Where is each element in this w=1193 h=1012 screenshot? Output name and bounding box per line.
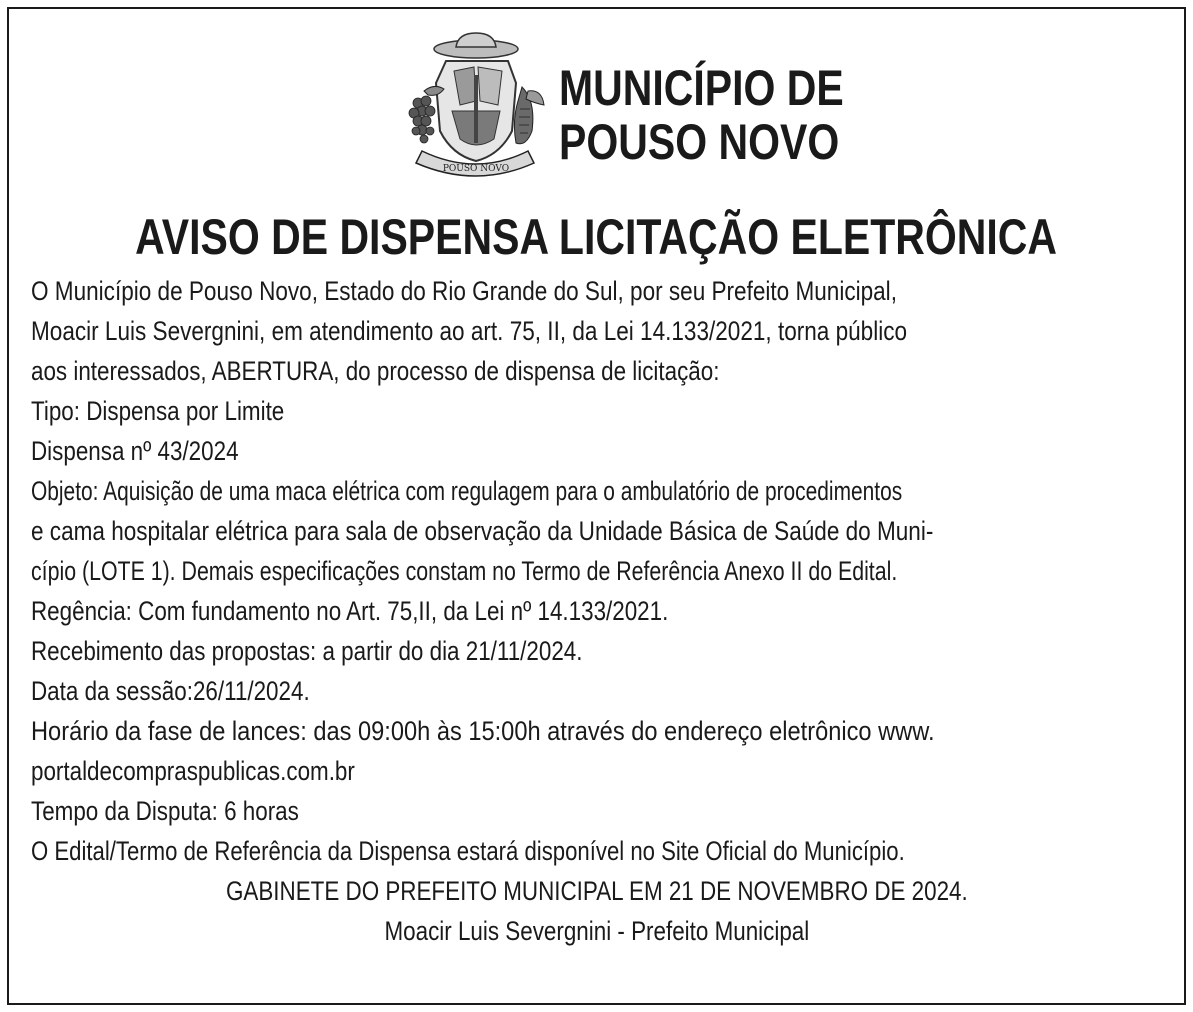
paragraph-line — [31, 351, 1163, 391]
edital-line: O Edital/Termo de Referência da Dispensa estará disponível no Site Oficial do Município. — [31, 836, 905, 866]
paragraph-line — [31, 631, 1163, 671]
paragraph-line — [31, 271, 1163, 311]
objeto-line-2: e cama hospitalar elétrica para sala de observação da Unidade Básica de Saúde do Muni- — [31, 516, 934, 546]
paragraph-line — [31, 471, 1163, 511]
paragraph-line — [31, 591, 1163, 631]
paragraph-line — [31, 791, 1163, 831]
regencia-line: Regência: Com fundamento no Art. 75,II, da Lei nº 14.133/2021. — [31, 596, 669, 626]
paragraph-line — [31, 311, 1163, 351]
recebimento-line: Recebimento das propostas: a partir do dia 21/11/2024. — [31, 636, 583, 666]
paragraph-line — [31, 391, 1163, 431]
tempo-disputa-line: Tempo da Disputa: 6 horas — [31, 796, 299, 826]
notice-body — [31, 271, 1163, 951]
objeto-line-1: Objeto: Aquisição de uma maca elétrica com regulagem para o ambulatório de procedimentos — [31, 476, 903, 506]
municipality-line2: POUSO NOVO — [559, 114, 840, 170]
paragraph-line — [31, 511, 1163, 551]
signature-line: Moacir Luis Severgnini - Prefeito Municipal — [384, 916, 810, 946]
crest-ribbon-text: POUSO NOVO — [442, 164, 510, 174]
paragraph-line — [31, 431, 1163, 471]
horario-line-1: Horário da fase de lances: das 09:00h às 15:00h através do endereço eletrônico www. — [31, 716, 935, 746]
paragraph-line — [31, 871, 1163, 911]
notice-title-text: AVISO DE DISPENSA LICITAÇÃO ELETRÔNICA — [135, 209, 1058, 265]
notice-title — [9, 207, 1184, 267]
horario-line-2: portaldecompraspublicas.com.br — [31, 756, 355, 786]
intro-line-2: Moacir Luis Severgnini, em atendimento ao art. 75, II, da Lei 14.133/2021, torna público — [31, 316, 908, 346]
municipal-crest-icon — [404, 31, 546, 179]
municipality-name — [559, 61, 844, 169]
paragraph-line — [31, 671, 1163, 711]
paragraph-line — [31, 711, 1163, 751]
dispensa-number-line: Dispensa nº 43/2024 — [31, 436, 239, 466]
intro-line-1: O Município de Pouso Novo, Estado do Rio Grande do Sul, por seu Prefeito Municipal, — [31, 276, 897, 306]
paragraph-line — [31, 831, 1163, 871]
paragraph-line — [31, 551, 1163, 591]
paragraph-line — [31, 751, 1163, 791]
municipality-line1: MUNICÍPIO DE — [559, 60, 844, 116]
header — [9, 31, 1184, 181]
intro-line-3: aos interessados, ABERTURA, do processo de dispensa de licitação: — [31, 356, 720, 386]
notice-frame — [7, 7, 1186, 1005]
gabinete-line: GABINETE DO PREFEITO MUNICIPAL EM 21 DE NOVEMBRO DE 2024. — [226, 876, 968, 906]
tipo-line: Tipo: Dispensa por Limite — [31, 396, 285, 426]
objeto-line-3: cípio (LOTE 1). Demais especificações constam no Termo de Referência Anexo II do Edital. — [31, 556, 898, 586]
paragraph-line — [31, 911, 1163, 951]
data-sessao-line: Data da sessão:26/11/2024. — [31, 676, 310, 706]
